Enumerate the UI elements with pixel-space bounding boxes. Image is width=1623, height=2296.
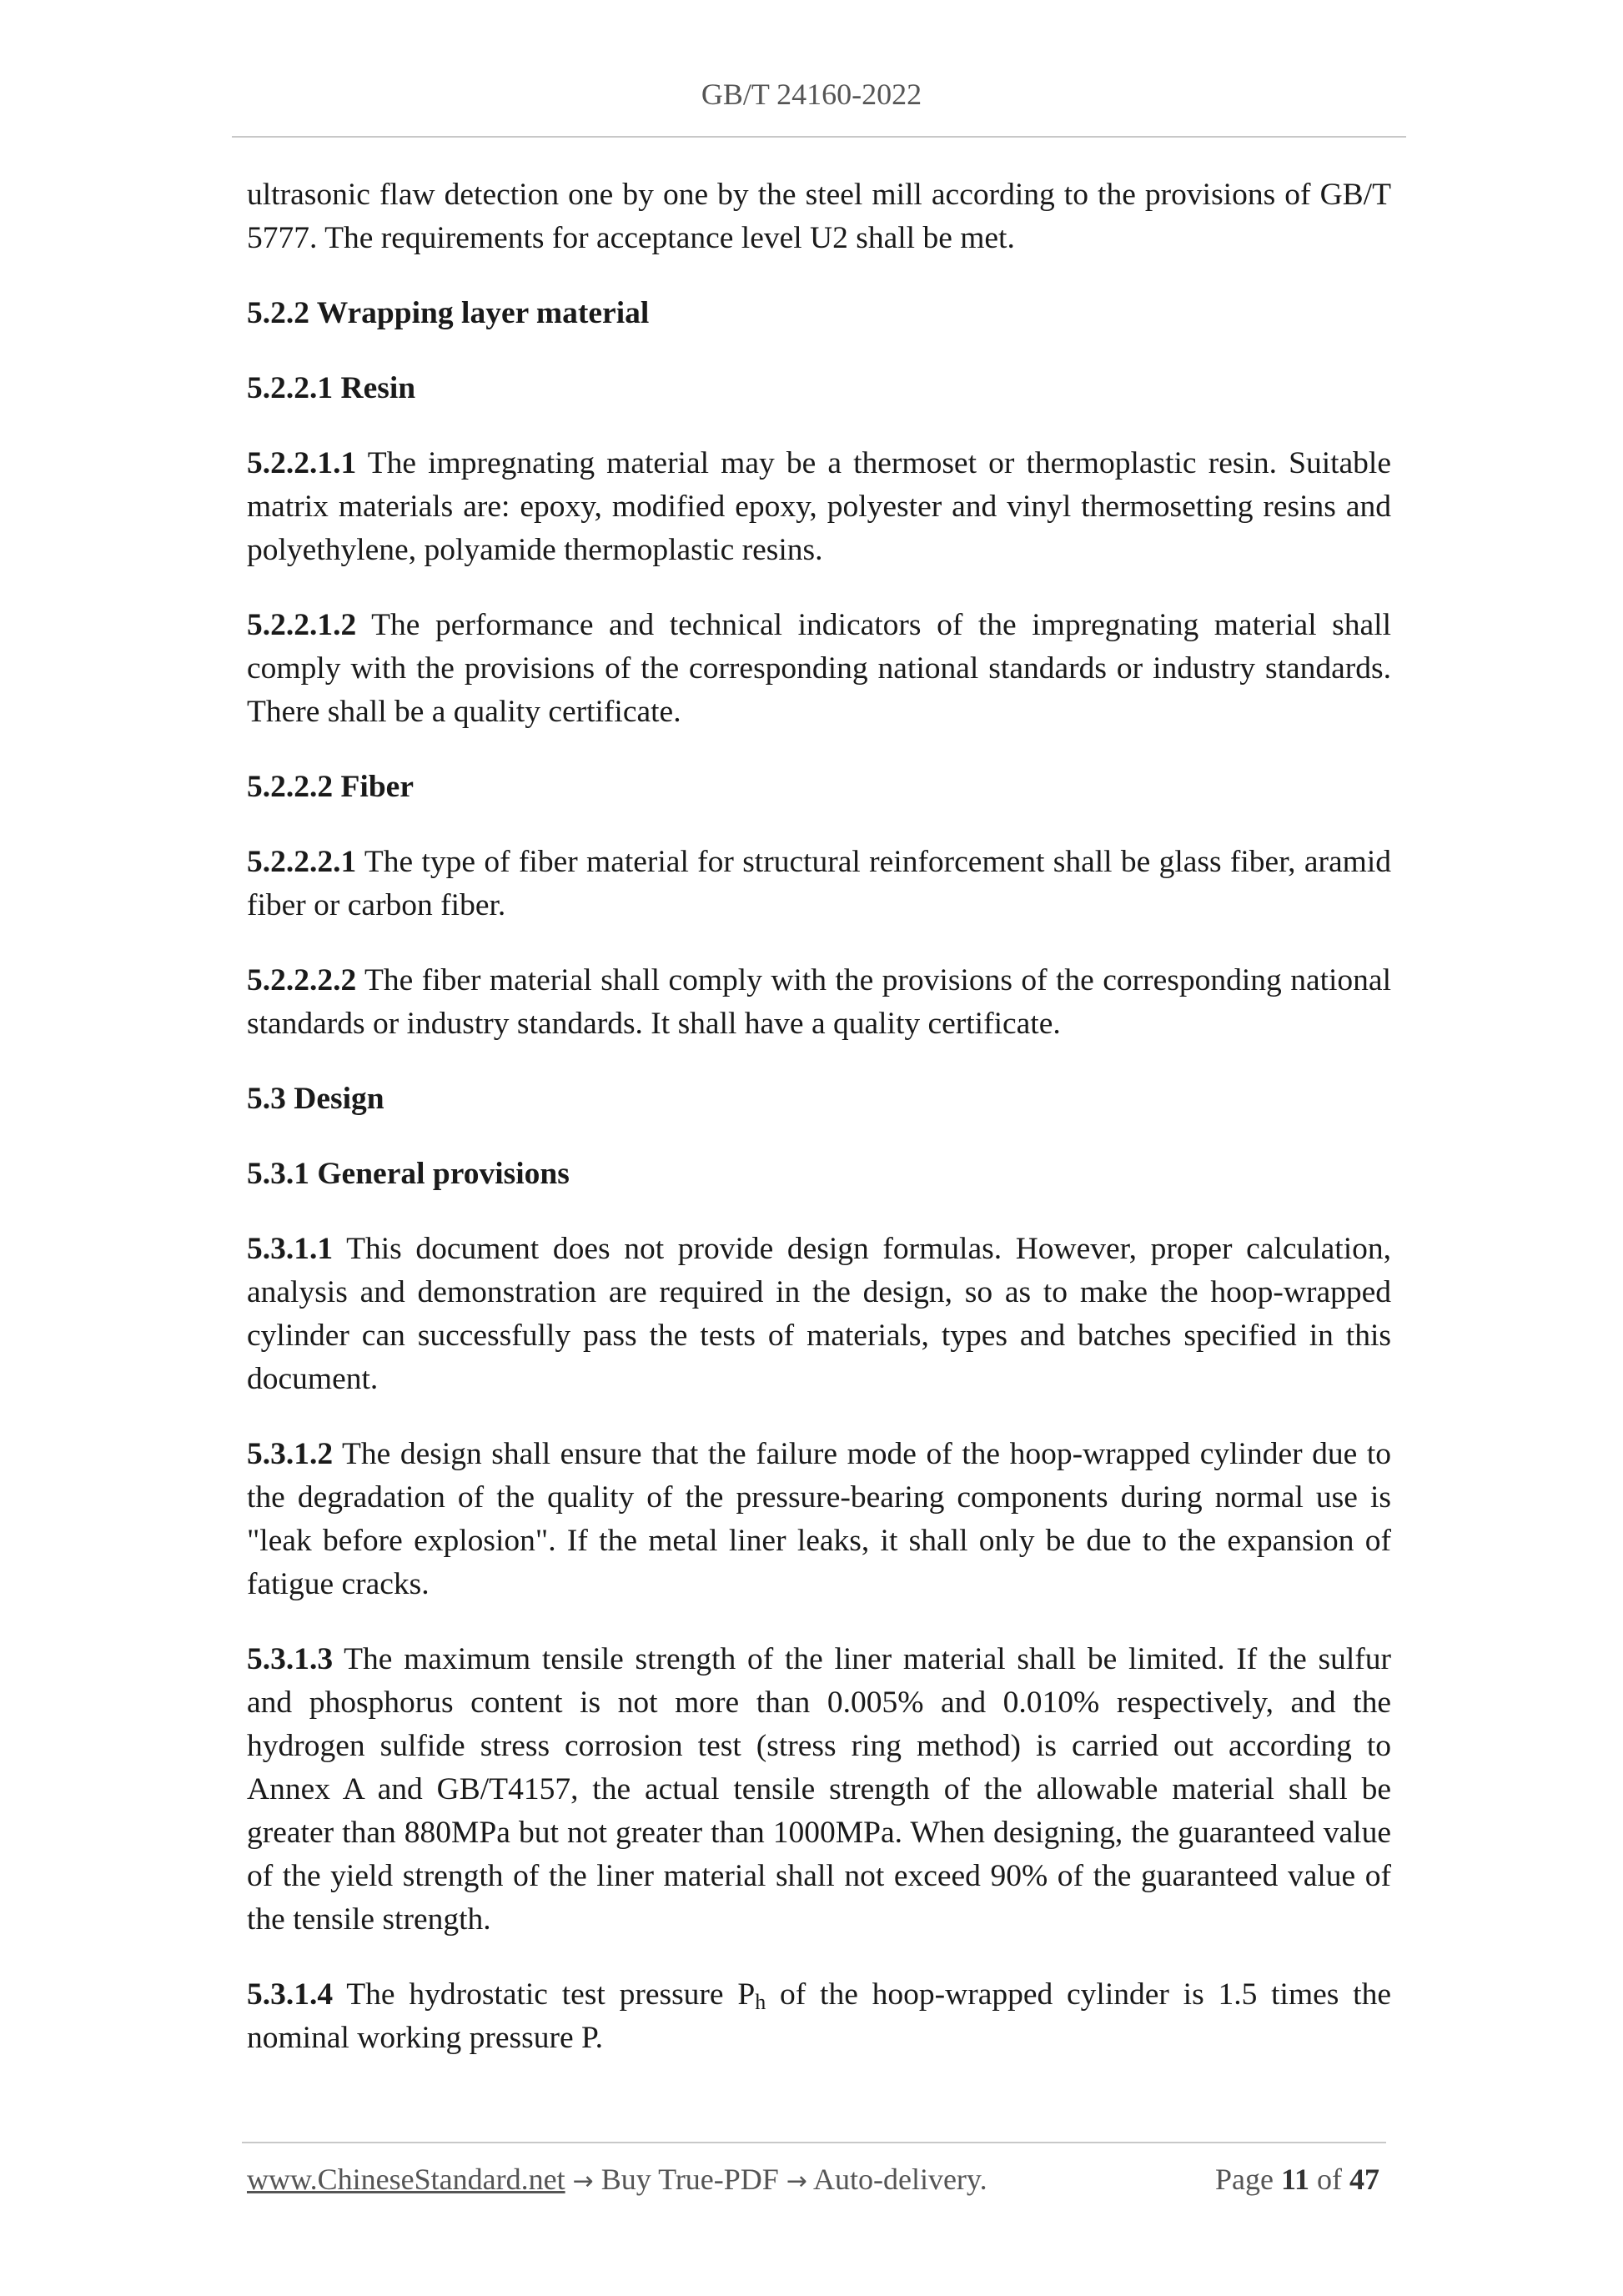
clause-number: 5.2.2.2.2	[247, 963, 357, 997]
clause-number: 5.3.1.4	[247, 1977, 334, 2012]
clause-text: The type of fiber material for structural reinforcement shall be glass fiber, aramid fiber or carbon fiber.	[247, 845, 1391, 922]
current-page: 11	[1280, 2163, 1309, 2196]
footer-promo	[247, 2162, 987, 2197]
document-body	[247, 173, 1391, 2092]
clause-number: 5.2.2.2.1	[247, 845, 357, 879]
clause-text-b: of the hoop-wrapped cylinder is 1.5 times the nominal working pressure P.	[247, 1977, 1391, 2055]
paragraph-continued: ultrasonic flaw detection one by one by the steel mill according to the provisions of GB/T 5777. The requirements for acceptance level U2 shall be met.	[247, 178, 1391, 255]
heading-5-2-2-2: 5.2.2.2 Fiber	[247, 770, 414, 804]
subscript-h: h	[755, 1990, 766, 2014]
clause-5-3-1-2	[247, 1433, 1391, 1606]
clause-5-3-1-4	[247, 1973, 1391, 2060]
clause-text: The performance and technical indicators of the impregnating material shall comply with the provisions of the corresponding national standards or industry standards. There shall be a quality certificate.	[247, 608, 1391, 729]
buy-pdf-text: Buy True-PDF	[593, 2163, 786, 2196]
clause-number: 5.3.1.3	[247, 1642, 334, 1676]
page-footer	[247, 2162, 1379, 2197]
heading-5-3: 5.3 Design	[247, 1082, 384, 1116]
heading-5-3-1: 5.3.1 General provisions	[247, 1157, 570, 1191]
header-divider	[232, 136, 1406, 138]
footer-divider	[242, 2142, 1386, 2143]
auto-delivery-text: Auto-delivery.	[806, 2163, 987, 2196]
clause-5-3-1-1	[247, 1228, 1391, 1401]
clause-text: The design shall ensure that the failure mode of the hoop-wrapped cylinder due to the degradation of the quality of the pressure-bearing components during normal use is "leak before explosion". If the metal liner leaks, it shall only be due to the expansion of fatigue cracks.	[247, 1437, 1391, 1601]
clause-5-2-2-1-2	[247, 604, 1391, 734]
clause-number: 5.3.1.1	[247, 1232, 334, 1266]
clause-5-3-1-3	[247, 1638, 1391, 1942]
clause-number: 5.2.2.1.2	[247, 608, 357, 642]
page-number	[1215, 2162, 1379, 2197]
clause-text: The maximum tensile strength of the liner material shall be limited. If the sulfur and phosphorus content is not more than 0.005% and 0.010% respectively, and the hydrogen sulfide stress corrosion test (stress ring method) is carried out according to Annex A and GB/T4157, the actual tensile strength of the allowable material shall be greater than 880MPa but not greater than 1000MPa. When designing, the guaranteed value of the yield strength of the liner material shall not exceed 90% of the guaranteed value of the tensile strength.	[247, 1642, 1391, 1937]
document-header-id: GB/T 24160-2022	[701, 78, 922, 111]
of-word: of	[1317, 2163, 1342, 2196]
page-word: Page	[1215, 2163, 1274, 2196]
clause-5-2-2-2-2	[247, 959, 1391, 1046]
clause-number: 5.3.1.2	[247, 1437, 334, 1471]
website-link[interactable]: www.ChineseStandard.net	[247, 2163, 565, 2196]
clause-text: This document does not provide design formulas. However, proper calculation, analysis and demonstration are required in the design, so as to make the hoop-wrapped cylinder can successfully pass the tests of materials, types and batches specified in this document.	[247, 1232, 1391, 1396]
clause-5-2-2-2-1	[247, 841, 1391, 927]
heading-5-2-2: 5.2.2 Wrapping layer material	[247, 296, 650, 330]
arrow-right-icon: →	[786, 2167, 807, 2196]
total-pages: 47	[1349, 2163, 1379, 2196]
arrow-right-icon: →	[572, 2167, 594, 2196]
clause-number: 5.2.2.1.1	[247, 446, 357, 480]
heading-5-2-2-1: 5.2.2.1 Resin	[247, 371, 416, 405]
clause-text-a: The hydrostatic test pressure P	[333, 1977, 756, 2012]
clause-text: The fiber material shall comply with the provisions of the corresponding national standards or industry standards. It shall have a quality certificate.	[247, 963, 1391, 1041]
clause-5-2-2-1-1	[247, 442, 1391, 572]
clause-text: The impregnating material may be a thermoset or thermoplastic resin. Suitable matrix materials are: epoxy, modified epoxy, polyester and vinyl thermosetting resins and polyethylene, polyamide thermoplastic resins.	[247, 446, 1391, 567]
